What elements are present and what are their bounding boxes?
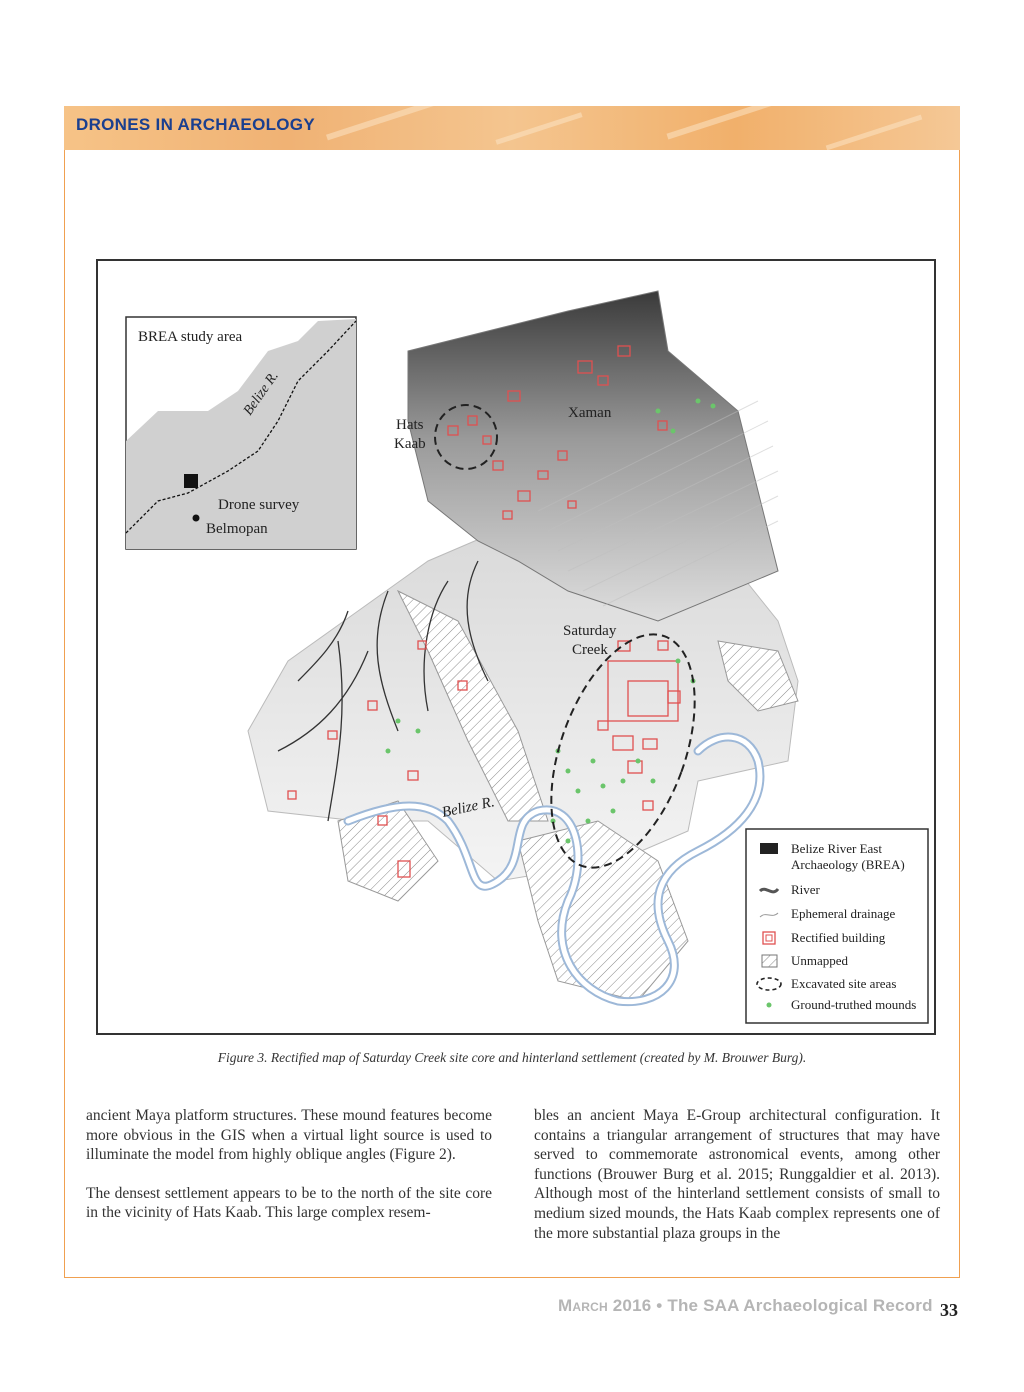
column-left [86,1106,492,1242]
section-banner [64,106,960,150]
inset-drone-label: Drone survey [218,497,300,513]
label-hats: Hats [396,417,424,433]
label-saturday: Saturday [563,623,617,639]
legend-mounds: Ground-truthed mounds [791,997,917,1012]
drone-survey-marker [184,474,198,488]
legend-river: River [791,882,820,897]
map-svg [98,261,934,1033]
legend-unmapped: Unmapped [791,953,849,968]
paragraph: The densest settlement appears to be to the north of the site core in the vicinity of Hats Kaab. This large complex resem- [86,1184,492,1222]
label-xaman: Xaman [568,405,612,421]
footer-month: March [558,1296,608,1315]
legend-mound-swatch [767,1003,772,1008]
label-creek: Creek [572,642,608,658]
label-belize-river: Belize R. [440,794,496,821]
legend-brea-1: Belize River East [791,841,882,856]
inset-title: BREA study area [138,329,243,345]
legend-drainage: Ephemeral drainage [791,906,896,921]
legend-brea-2: Archaeology (BREA) [791,857,905,872]
running-footer [558,1296,933,1316]
paragraph: ancient Maya platform structures. These mound features become more obvious in the GIS when a virtual light source is used to illuminate the model from highly oblique angles (Figure 2). [86,1107,492,1164]
label-kaab: Kaab [394,436,426,452]
page-number: 33 [940,1300,958,1320]
section-title: DRONES IN ARCHAEOLOGY [76,115,315,134]
inset-river-label: Belize R. [240,368,282,419]
footer-journal: 2016 • The SAA Archaeological Record [612,1296,933,1315]
figure-caption: Figure 3. Rectified map of Saturday Creek site core and hinterland settlement (created by M. Brouwer Burg). [217,1050,807,1065]
legend [746,829,928,1023]
legend-unmapped-swatch [762,955,777,967]
figure-map [96,259,936,1035]
column-right [534,1106,940,1262]
belmopan-marker [193,515,200,522]
inset-city-label: Belmopan [206,521,268,537]
legend-brea-swatch [760,843,778,854]
inset-map [126,317,356,549]
legend-excavated: Excavated site areas [791,976,897,991]
legend-building: Rectified building [791,930,886,945]
paragraph: bles an ancient Maya E-Group architectural configuration. It contains a triangular arrangement of structures that may have served to commemorate astronomical events, among other functions (Brouwer Burg et al. 2015; Runggaldier et al. 2013). Although most of the hinterland settlement consists of small to medium sized mounds, the Hats Kaab complex represents one of the more substantial plaza groups in the [534,1107,940,1242]
